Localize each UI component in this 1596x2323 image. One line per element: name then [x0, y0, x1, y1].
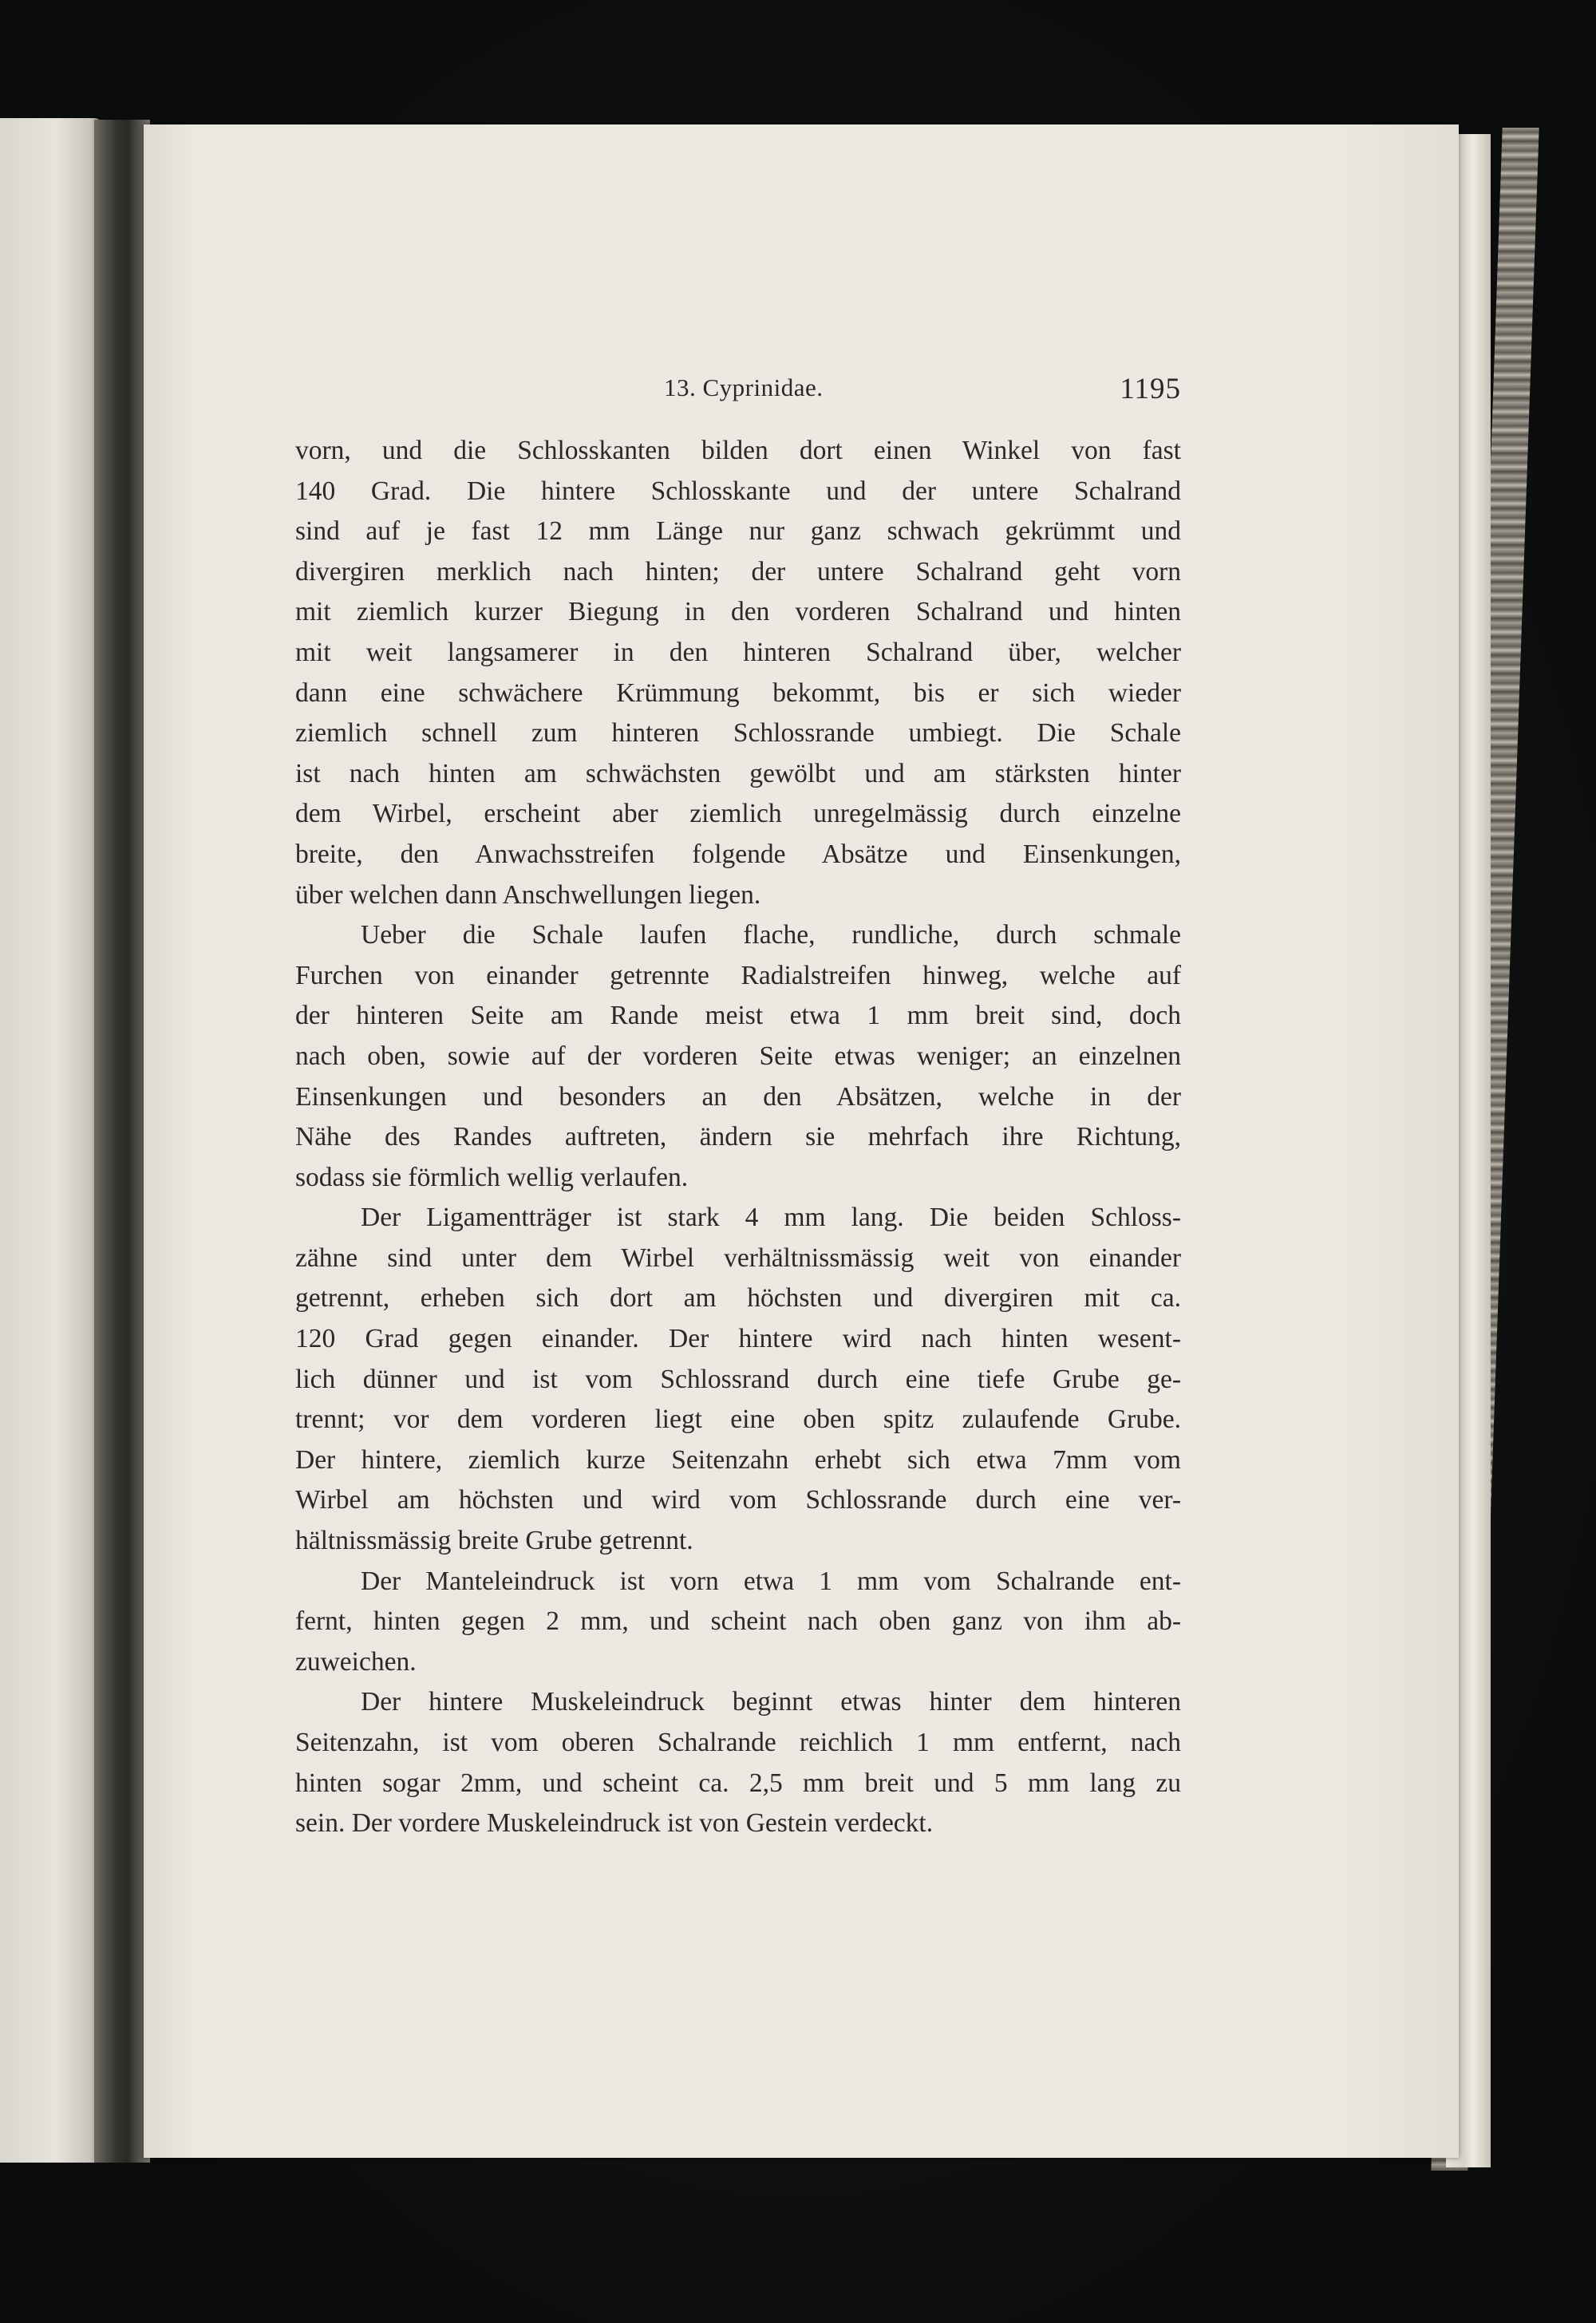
text-line: 140 Grad. Die hintere Schlosskante und der untere Schalrand — [295, 476, 1181, 506]
text-line: vorn, und die Schlosskanten bilden dort einen Winkel von fast — [295, 436, 1181, 465]
text-line: sind auf je fast 12 mm Länge nur ganz schwach gekrümmt und — [295, 516, 1181, 547]
text-line: Nähe des Randes auftreten, ändern sie mehrfach ihre Richtung, — [295, 1122, 1181, 1152]
text-line: breite, den Anwachsstreifen folgende Absätze und Einsenkungen, — [295, 839, 1181, 869]
text-line: hinten sogar 2mm, und scheint ca. 2,5 mm breit und 5 mm lang zu — [295, 1768, 1181, 1798]
text-line: Der hintere Muskeleindruck beginnt etwas hinter dem hinteren — [361, 1687, 1181, 1717]
text-line: trennt; vor dem vorderen liegt eine oben spitz zulaufende Grube. — [295, 1404, 1181, 1435]
text-line: Einsenkungen und besonders an den Absätzen, welche in der — [295, 1081, 1181, 1112]
text-line: divergiren merklich nach hinten; der untere Schalrand geht vorn — [295, 556, 1181, 587]
running-title: 13. Cyprinidae. — [664, 373, 824, 401]
text-line: mit ziemlich kurzer Biegung in den vorderen Schalrand und hinten — [295, 597, 1181, 627]
text-line: dem Wirbel, erscheint aber ziemlich unregelmässig durch einzelne — [295, 799, 1181, 829]
text-line: mit weit langsamerer in den hinteren Schalrand über, welcher — [295, 637, 1181, 667]
text-line: ziemlich schnell zum hinteren Schlossrande umbiegt. Die Schale — [295, 718, 1181, 749]
book-gutter — [94, 120, 150, 2163]
text-line: über welchen dann Anschwellungen liegen. — [295, 879, 761, 910]
text-line: der hinteren Seite am Rande meist etwa 1 mm breit sind, doch — [295, 1001, 1181, 1031]
page-number: 1195 — [1120, 373, 1181, 405]
body-text — [295, 431, 1181, 1844]
text-line: ist nach hinten am schwächsten gewölbt und am stärksten hinter — [295, 758, 1181, 788]
text-line: 120 Grad gegen einander. Der hintere wird nach hinten wesent- — [295, 1324, 1181, 1354]
text-line: fernt, hinten gegen 2 mm, und scheint nach oben ganz von ihm ab- — [295, 1606, 1181, 1637]
text-line: zähne sind unter dem Wirbel verhältnissmässig weit von einander — [295, 1242, 1181, 1273]
text-line: hältnissmässig breite Grube getrennt. — [295, 1526, 693, 1556]
text-line: Der Manteleindruck ist vorn etwa 1 mm vom Schalrande ent- — [361, 1566, 1181, 1596]
text-line: lich dünner und ist vom Schlossrand durch eine tiefe Grube ge- — [295, 1364, 1181, 1394]
facing-page-edge — [0, 118, 102, 2163]
text-line: nach oben, sowie auf der vorderen Seite etwas weniger; an einzelnen — [295, 1041, 1181, 1071]
text-line: dann eine schwächere Krümmung bekommt, bis er sich wieder — [295, 678, 1181, 708]
text-line: Der Ligamentträger ist stark 4 mm lang. Die beiden Schloss- — [361, 1203, 1181, 1233]
text-line: zuweichen. — [295, 1646, 417, 1677]
page-header — [295, 373, 1181, 421]
text-line: Seitenzahn, ist vom oberen Schalrande reichlich 1 mm entfernt, nach — [295, 1728, 1181, 1757]
text-line: Wirbel am höchsten und wird vom Schlossrande durch eine ver- — [295, 1485, 1181, 1515]
text-line: getrennt, erheben sich dort am höchsten und divergiren mit ca. — [295, 1283, 1181, 1314]
text-line: Furchen von einander getrennte Radialstreifen hinweg, welche auf — [295, 960, 1181, 990]
text-line: sein. Der vordere Muskeleindruck ist von Gestein verdeckt. — [295, 1808, 934, 1839]
text-line: Ueber die Schale laufen flache, rundliche, durch schmale — [361, 920, 1181, 950]
text-line: sodass sie förmlich wellig verlaufen. — [295, 1162, 689, 1192]
text-line: Der hintere, ziemlich kurze Seitenzahn erhebt sich etwa 7mm vom — [295, 1444, 1181, 1475]
